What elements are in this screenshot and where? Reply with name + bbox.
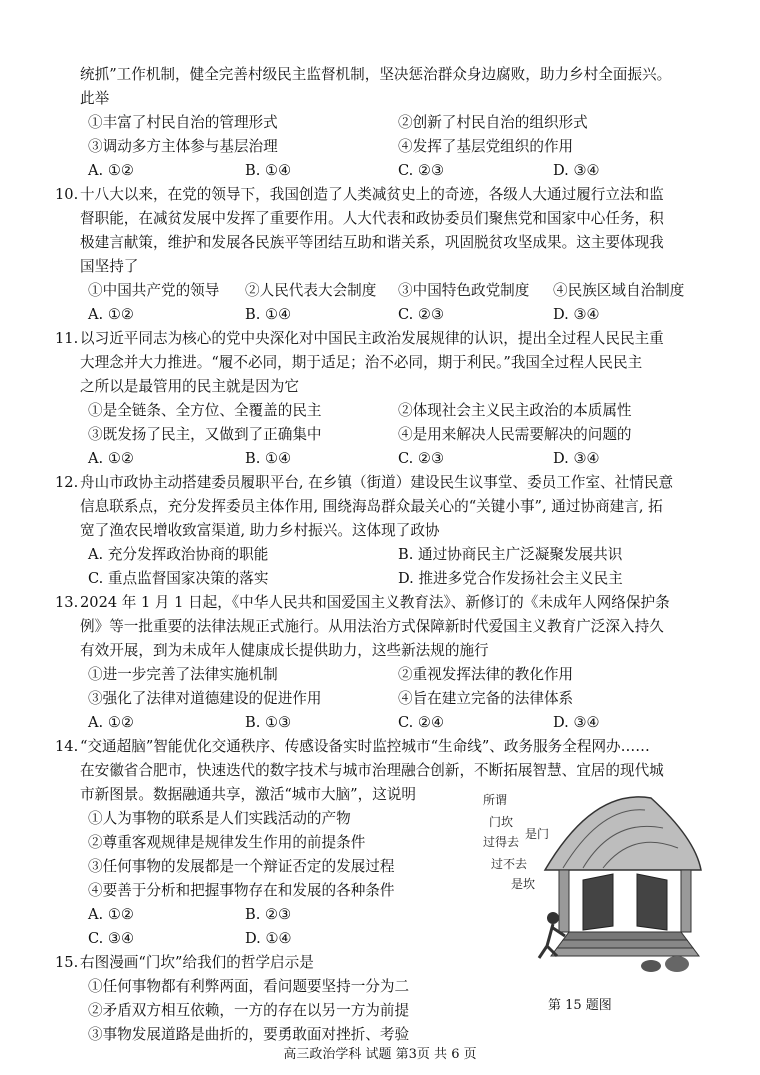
q14-statement-2: ②尊重客观规律是规律发生作用的前提条件 xyxy=(88,834,366,851)
q13-choice-d: D. ③④ xyxy=(553,714,600,731)
cartoon-text-4: 是门 xyxy=(525,827,550,841)
q10-statement-1: ①中国共产党的领导 xyxy=(88,282,220,299)
left-door xyxy=(583,874,613,930)
q10-statement-4: ④民族区域自治制度 xyxy=(553,282,685,299)
q13-statement-2: ②重视发挥法律的教化作用 xyxy=(398,666,574,683)
q14-statement-3: ③任何事物的发展都是一个辩证否定的发展过程 xyxy=(88,858,395,875)
q9-statement-4: ④发挥了基层党组织的作用 xyxy=(398,138,574,155)
q10-line3: 极建言献策，维护和发展各民族平等团结互助和谐关系，巩固脱贫攻坚成果。这主要体现我 xyxy=(80,234,664,251)
q14-choice-c: C. ③④ xyxy=(88,930,135,947)
threshold-step-1 xyxy=(563,932,687,940)
q13-statement-3: ③强化了法律对道德建设的促进作用 xyxy=(88,690,322,707)
right-pillar xyxy=(681,870,691,932)
q10-choice-d: D. ③④ xyxy=(553,306,600,323)
q14-line3: 市新图景。数据融通共享，激活“城市大脑”，这说明 xyxy=(80,786,416,803)
q11-line3: 之所以是最管用的民主就是因为它 xyxy=(80,378,299,395)
q9-choice-b: B. ①④ xyxy=(245,162,292,179)
q9-choice-c: C. ②③ xyxy=(398,162,445,179)
q10-statement-3: ③中国特色政党制度 xyxy=(398,282,530,299)
q11-choice-b: B. ①④ xyxy=(245,450,292,467)
q11-statement-4: ④是用来解决人民需要解决的问题的 xyxy=(398,426,632,443)
q10-line1: 十八大以来，在党的领导下，我国创造了人类减贫史上的奇迹，各级人大通过履行立法和监 xyxy=(80,186,664,203)
figure-caption: 第 15 题图 xyxy=(548,998,612,1013)
q13-statement-4: ④旨在建立完备的法律体系 xyxy=(398,690,574,707)
q12-choice-b: B. 通过协商民主广泛凝聚发展共识 xyxy=(398,546,623,563)
q13-choice-a: A. ①② xyxy=(88,714,134,731)
left-pillar xyxy=(559,870,569,932)
q14-choice-a: A. ①② xyxy=(88,906,134,923)
threshold-step-2 xyxy=(557,940,693,948)
q14-number: 14. xyxy=(55,738,79,755)
q11-statement-2: ②体现社会主义民主政治的本质属性 xyxy=(398,402,632,419)
q10-number: 10. xyxy=(55,186,79,203)
q9-choice-a: A. ①② xyxy=(88,162,134,179)
q10-line4: 国坚持了 xyxy=(80,258,139,275)
q10-line2: 督职能，在减贫发展中发挥了重要作用。人大代表和政协委员们聚焦党和国家中心任务，积 xyxy=(80,210,664,227)
rock xyxy=(665,956,689,972)
q14-line2: 在安徽省合肥市，快速迭代的数字技术与城市治理融合创新，不断拓展智慧、宜居的现代城 xyxy=(80,762,664,779)
cartoon-text-3: 过得去 xyxy=(483,835,520,849)
q10-choice-a: A. ①② xyxy=(88,306,134,323)
q14-statement-4: ④要善于分析和把握事物存在和发展的各种条件 xyxy=(88,882,395,899)
person-head xyxy=(547,912,559,924)
q11-choice-c: C. ②③ xyxy=(398,450,445,467)
q14-line1: “交通超脑”智能优化交通秩序、传感设备实时监控城市“生命线”、政务服务全程网办…… xyxy=(80,738,650,755)
q12-line3: 宽了渔农民增收致富渠道, 助力乡村振兴。这体现了政协 xyxy=(80,522,440,539)
q10-statement-2: ②人民代表大会制度 xyxy=(245,282,377,299)
cartoon-text-5: 过不去 xyxy=(491,857,528,871)
q11-line2: 大理念并大力推进。“履不必同，期于适足；治不必同，期于利民。”我国全过程人民民主 xyxy=(80,354,643,371)
q11-statement-3: ③既发扬了民主，又做到了正确集中 xyxy=(88,426,322,443)
cartoon-text-1: 所谓 xyxy=(483,793,508,807)
threshold-step-3 xyxy=(551,948,699,956)
q12-choice-c: C. 重点监督国家决策的落实 xyxy=(88,570,269,587)
cartoon-text-6: 是坎 xyxy=(511,877,536,891)
q14-choice-d: D. ①④ xyxy=(245,930,292,947)
q9-statement-1: ①丰富了村民自治的管理形式 xyxy=(88,114,278,131)
q15-statement-1: ①任何事物都有利弊两面，看问题要坚持一分为二 xyxy=(88,978,410,995)
q13-choice-b: B. ①③ xyxy=(245,714,292,731)
q15-number: 15. xyxy=(55,954,79,971)
q11-number: 11. xyxy=(55,330,79,347)
q13-line3: 有效开展，到为未成年人健康成长提供助力，这些新法规的施行 xyxy=(80,642,489,659)
q10-choice-c: C. ②③ xyxy=(398,306,445,323)
q14-statement-1: ①人为事物的联系是人们实践活动的产物 xyxy=(88,810,351,827)
q15-statement-2: ②矛盾双方相互依赖，一方的存在以另一方为前提 xyxy=(88,1002,410,1019)
q14-choice-b: B. ②③ xyxy=(245,906,292,923)
q11-choice-a: A. ①② xyxy=(88,450,134,467)
right-door xyxy=(637,874,667,930)
q9-statement-3: ③调动多方主体参与基层治理 xyxy=(88,138,278,155)
q11-statement-1: ①是全链条、全方位、全覆盖的民主 xyxy=(88,402,322,419)
q13-number: 13. xyxy=(55,594,79,611)
q9-stem-line2: 此举 xyxy=(80,90,110,107)
q9-statement-2: ②创新了村民自治的组织形式 xyxy=(398,114,588,131)
q15-statement-3: ③事物发展道路是曲折的，要勇敢面对挫折、考验 xyxy=(88,1026,410,1043)
q12-line1: 舟山市政协主动搭建委员履职平台, 在乡镇（街道）建设民生议事堂、委员工作室、社情民意 xyxy=(80,474,674,491)
q15-line1: 右图漫画“门坎”给我们的哲学启示是 xyxy=(80,954,314,971)
page-footer: 高三政治学科 试题 第3页 共 6 页 xyxy=(283,1047,477,1062)
q11-line1: 以习近平同志为核心的党中央深化对中国民主政治发展规律的认识，提出全过程人民民主重 xyxy=(80,330,664,347)
q13-line2: 例》等一批重要的法律法规正式施行。从用法治方式保障新时代爱国主义教育广泛深入持久 xyxy=(80,618,664,635)
q12-line2: 信息联系点，充分发挥委员主体作用, 围绕海岛群众最关心的“关键小事”, 通过协商建言, 拓 xyxy=(80,498,663,515)
cartoon-handwriting xyxy=(483,793,549,891)
q12-choice-d: D. 推进多党合作发扬社会主义民主 xyxy=(398,570,623,587)
menkan-cartoon-figure xyxy=(473,778,705,976)
q10-choice-b: B. ①④ xyxy=(245,306,292,323)
q12-number: 12. xyxy=(55,474,79,491)
q12-choice-a: A. 充分发挥政治协商的职能 xyxy=(88,546,269,563)
q9-choice-d: D. ③④ xyxy=(553,162,600,179)
q11-choice-d: D. ③④ xyxy=(553,450,600,467)
q13-choice-c: C. ②④ xyxy=(398,714,445,731)
rock xyxy=(641,960,661,972)
cartoon-text-2: 门坎 xyxy=(489,815,514,829)
q13-statement-1: ①进一步完善了法律实施机制 xyxy=(88,666,278,683)
q13-line1: 2024 年 1 月 1 日起，《中华人民共和国爱国主义教育法》、新修订的《未成年人网络保护条 xyxy=(80,594,670,611)
q9-stem-line1: 统抓”工作机制，健全完善村级民主监督机制，坚决惩治群众身边腐败，助力乡村全面振兴。 xyxy=(80,66,672,83)
